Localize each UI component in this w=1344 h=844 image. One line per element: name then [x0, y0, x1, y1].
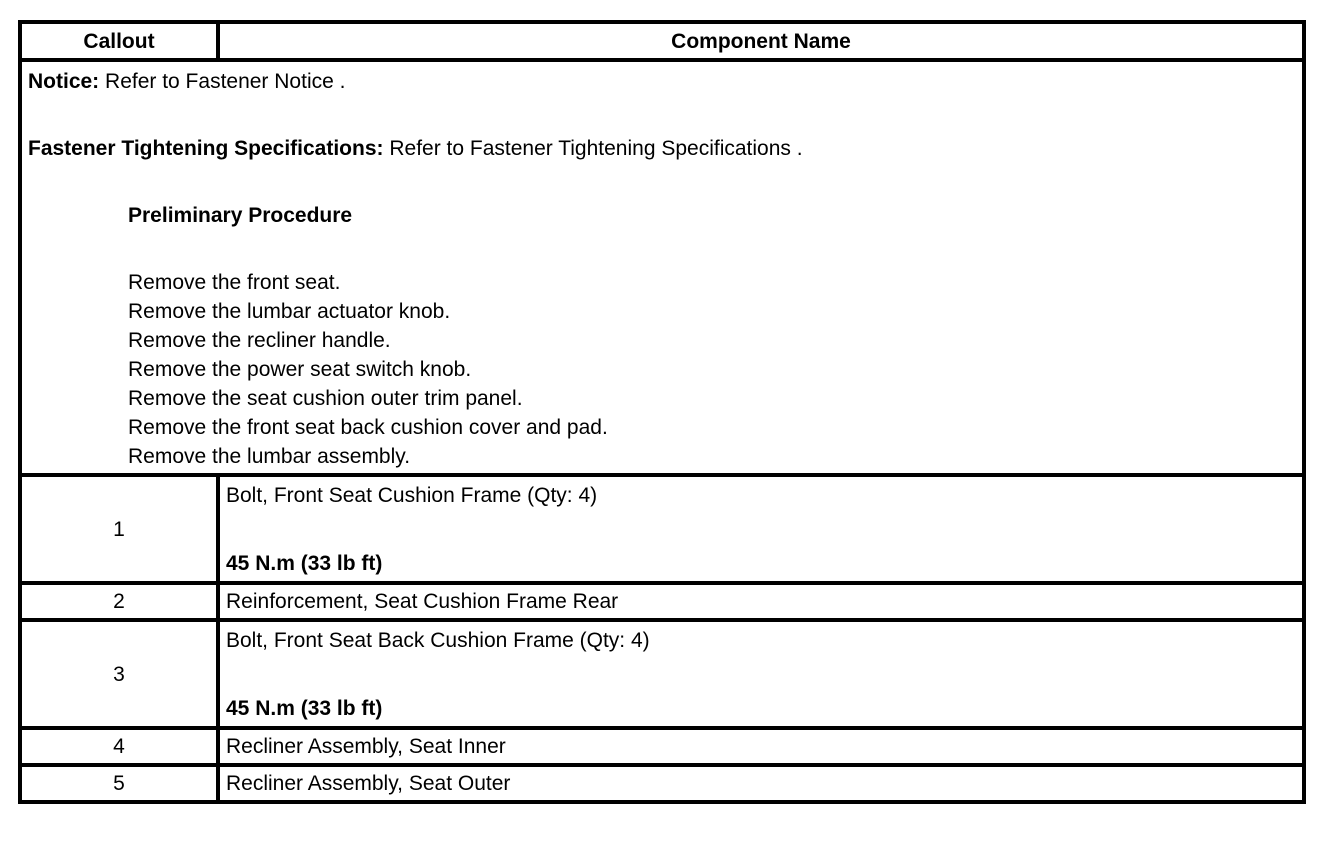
component-name: Bolt, Front Seat Back Cushion Frame (Qty: 4) — [226, 629, 650, 652]
notice-cell — [20, 60, 1304, 475]
procedure-step: Remove the front seat back cushion cover and pad. — [128, 416, 608, 439]
callout-number: 1 — [20, 475, 218, 583]
procedure-step: Remove the recliner handle. — [128, 329, 391, 352]
component-name-header: Component Name — [218, 22, 1304, 60]
procedure-step: Remove the seat cushion outer trim panel. — [128, 387, 523, 410]
procedure-step: Remove the lumbar assembly. — [128, 445, 411, 468]
procedure-steps — [128, 268, 1302, 471]
fastener-spec-line — [28, 134, 1302, 163]
notice-line — [28, 67, 1302, 96]
procedure-step: Remove the front seat. — [128, 271, 341, 294]
callout-number: 3 — [20, 620, 218, 728]
component-name: Reinforcement, Seat Cushion Frame Rear — [218, 583, 1304, 620]
component-cell — [218, 620, 1304, 728]
fastener-spec-text: Refer to Fastener Tightening Specifications . — [383, 137, 803, 160]
procedure-title: Preliminary Procedure — [128, 204, 353, 227]
component-cell — [218, 475, 1304, 583]
component-name: Bolt, Front Seat Cushion Frame (Qty: 4) — [226, 484, 598, 507]
callout-header: Callout — [20, 22, 218, 60]
notice-row — [20, 60, 1304, 475]
component-table — [18, 20, 1306, 804]
fastener-spec-label: Fastener Tightening Specifications: — [28, 137, 384, 160]
component-name: Recliner Assembly, Seat Outer — [218, 765, 1304, 802]
procedure-step: Remove the power seat switch knob. — [128, 358, 472, 381]
table-row — [20, 728, 1304, 765]
torque-spec: 45 N.m (33 lb ft) — [226, 552, 383, 575]
table-row — [20, 765, 1304, 802]
callout-number: 4 — [20, 728, 218, 765]
callout-number: 2 — [20, 583, 218, 620]
header-row — [20, 22, 1304, 60]
callout-number: 5 — [20, 765, 218, 802]
torque-spec: 45 N.m (33 lb ft) — [226, 697, 383, 720]
notice-text: Refer to Fastener Notice . — [99, 70, 346, 93]
preliminary-procedure — [28, 201, 1302, 471]
procedure-step: Remove the lumbar actuator knob. — [128, 300, 451, 323]
component-name: Recliner Assembly, Seat Inner — [218, 728, 1304, 765]
table-row — [20, 583, 1304, 620]
notice-label: Notice: — [28, 70, 100, 93]
table-row — [20, 475, 1304, 583]
table-row — [20, 620, 1304, 728]
